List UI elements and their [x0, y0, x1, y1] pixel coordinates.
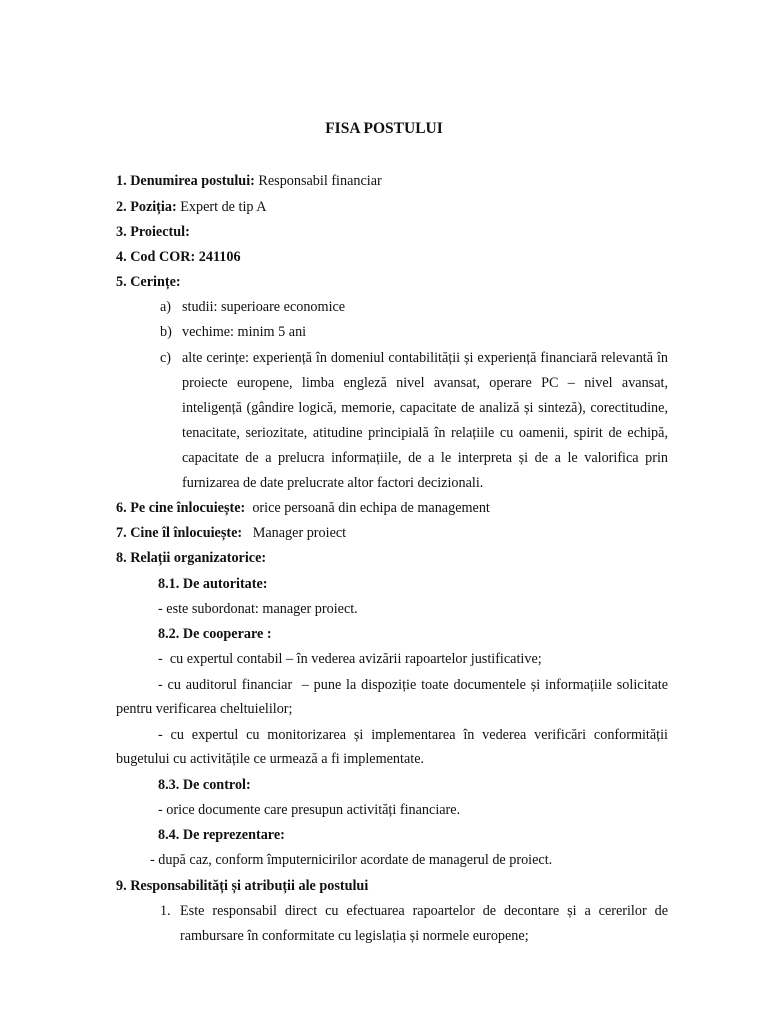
section-7 — [116, 524, 346, 542]
subsection-8-1-label: 8.1. De autoritate: — [158, 576, 268, 592]
subsection-8-2-line: - cu expertul contabil – în vederea avizării rapoartelor justificative; — [158, 651, 542, 667]
section-1-label: 1. Denumirea postului: — [116, 173, 255, 189]
list-item: vechime: minim 5 ani — [182, 324, 307, 340]
section-8-label: 8. Relații organizatorice: — [116, 550, 267, 566]
list-item-line: furnizarea de date prelucrate altor factori decizionali. — [182, 475, 484, 491]
subsection-8-4-line: - după caz, conform împuternicirilor acordate de managerul de proiect. — [150, 852, 553, 868]
section-7-value: Manager proiect — [242, 525, 347, 541]
subsection-8-3-label: 8.3. De control: — [158, 777, 251, 793]
section-6 — [116, 499, 490, 517]
section-2-value: Expert de tip A — [176, 199, 267, 215]
section-7-label: 7. Cine îl înlocuiește: — [116, 525, 243, 541]
list-marker: a) — [160, 299, 172, 315]
subsection-8-2-label: 8.2. De cooperare : — [158, 626, 272, 642]
section-3-label: 3. Proiectul: — [116, 224, 190, 240]
section-1-value: Responsabil financiar — [254, 173, 382, 189]
section-6-value: orice persoană din echipa de management — [245, 500, 490, 516]
list-item-line: capacitate de a prelucra informațiile, de a le interpreta și de a le valorifica prin — [182, 450, 668, 466]
section-5-label: 5. Cerințe: — [116, 274, 181, 290]
section-6-label: 6. Pe cine înlocuiește: — [116, 500, 246, 516]
list-item-line: alte cerințe: experiență în domeniul contabilității și experiență financiară relevantă în — [182, 350, 668, 366]
list-item-line: proiecte europene, limba engleză nivel avansat, operare PC – nivel avansat, — [182, 375, 668, 391]
section-2-label: 2. Poziția: — [116, 199, 177, 215]
subsection-8-3-line: - orice documente care presupun activități financiare. — [158, 802, 461, 818]
section-1 — [116, 172, 382, 190]
list-item: studii: superioare economice — [182, 299, 346, 315]
subsection-8-1-line: - este subordonat: manager proiect. — [158, 601, 358, 617]
list-item-line: rambursare în conformitate cu legislația și normele europene; — [180, 928, 529, 944]
subsection-8-2-line: pentru verificarea cheltuielilor; — [116, 701, 293, 717]
section-4-label: 4. Cod COR: 241106 — [116, 249, 241, 265]
document-title: FISA POSTULUI — [325, 120, 443, 137]
list-marker: b) — [160, 324, 172, 340]
list-marker: 1. — [160, 903, 171, 919]
section-2 — [116, 198, 267, 216]
subsection-8-2-line: - cu auditorul financiar – pune la dispoziție toate documentele și informațiile solicitate — [158, 677, 668, 693]
subsection-8-2-line: bugetului cu activitățile ce urmează a fi implementate. — [116, 751, 425, 767]
list-item-line: Este responsabil direct cu efectuarea rapoartelor de decontare și a cererilor de — [180, 903, 668, 919]
subsection-8-2-line: - cu expertul cu monitorizarea și implementarea în vederea verificări conformității — [158, 727, 668, 743]
section-9-label: 9. Responsabilități și atribuții ale postului — [116, 878, 369, 894]
list-item-line: tenacitate, seriozitate, atitudine principială în relațiile cu oamenii, spirit de echipă, — [182, 425, 668, 441]
list-marker: c) — [160, 350, 172, 366]
list-item-line: inteligență (gândire logică, memorie, capacitate de analiză și sinteză), corectitudine, — [182, 400, 668, 416]
subsection-8-4-label: 8.4. De reprezentare: — [158, 827, 285, 843]
